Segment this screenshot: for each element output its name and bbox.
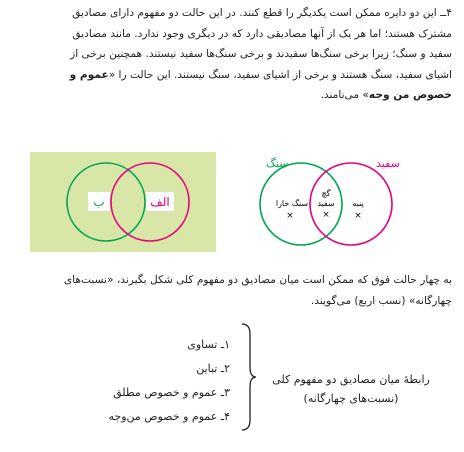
list-item: ۴ـ عموم و خصوص من‌وجه xyxy=(108,410,230,423)
paragraph-text: اشیای سفید، سنگ هستند و برخی از اشیای سفید، سنگ نیستند. این حالت را « xyxy=(108,68,452,81)
label-intersection-white: سفید xyxy=(317,199,335,208)
label-cotton: پنبه xyxy=(352,199,364,208)
label-alef: الف xyxy=(150,195,170,209)
marker-granite: × xyxy=(286,211,294,221)
label-stone: سنگ xyxy=(266,157,289,170)
paragraph-line: سفید و سنگ؛ زیرا برخی سنگ‌ها سفیدند و برخی سنگ‌ها سفید نیستند. همچنین برخی از xyxy=(70,48,452,60)
bold-term: عموم و xyxy=(69,68,109,81)
paragraph-line: چهارگانه» (نسب اربع) می‌گویند. xyxy=(310,294,452,307)
label-granite: سنگ خارا xyxy=(275,199,309,208)
label-gypsum: گچ xyxy=(321,189,331,198)
label-b: ب xyxy=(93,195,105,209)
paragraph-four-relations xyxy=(14,270,452,311)
marker-gypsum: × xyxy=(322,210,330,220)
venn-diagram-general xyxy=(30,152,216,252)
curly-brace-icon xyxy=(238,322,258,432)
marker-cotton: × xyxy=(354,211,362,221)
paragraph-line xyxy=(14,65,452,86)
paragraph-text: » می‌نامند. xyxy=(320,89,369,101)
list-item: ۲ـ تباین xyxy=(196,362,230,375)
list-item: ۱ـ تساوی xyxy=(187,338,230,351)
venn-general-svg xyxy=(30,152,216,252)
relations-title-line: (نسبت‌های چهارگانه) xyxy=(303,392,399,405)
paragraph-intersecting-circles xyxy=(14,3,452,106)
relations-title-line: رابطهٔ میان مصادیق دو مفهوم کلی xyxy=(272,373,430,386)
paragraph-line: مشترک هستند؛ اما هر یک از آنها مصادیقی دارد که در دیگری وجود ندارد. مانند مصادیق xyxy=(72,27,452,40)
paragraph-line xyxy=(14,85,452,106)
relations-title xyxy=(256,370,446,408)
bold-term: خصوص من وجه xyxy=(368,89,452,101)
paragraph-line: ۴ــ این دو دایره ممکن است یکدیگر را قطع کنند. در این حالت دو مفهوم دارای مصادیق xyxy=(72,7,452,19)
venn-diagram-stone-white xyxy=(240,152,450,262)
label-white: سفید xyxy=(376,157,400,170)
list-item: ۳ـ عموم و خصوص مطلق xyxy=(113,386,230,399)
venn-stone-white-svg xyxy=(240,152,450,262)
paragraph-line: به چهار حالت فوق که ممکن است میان مصادیق دو مفهوم کلی شکل بگیرند، «نسبت‌های xyxy=(63,274,452,286)
